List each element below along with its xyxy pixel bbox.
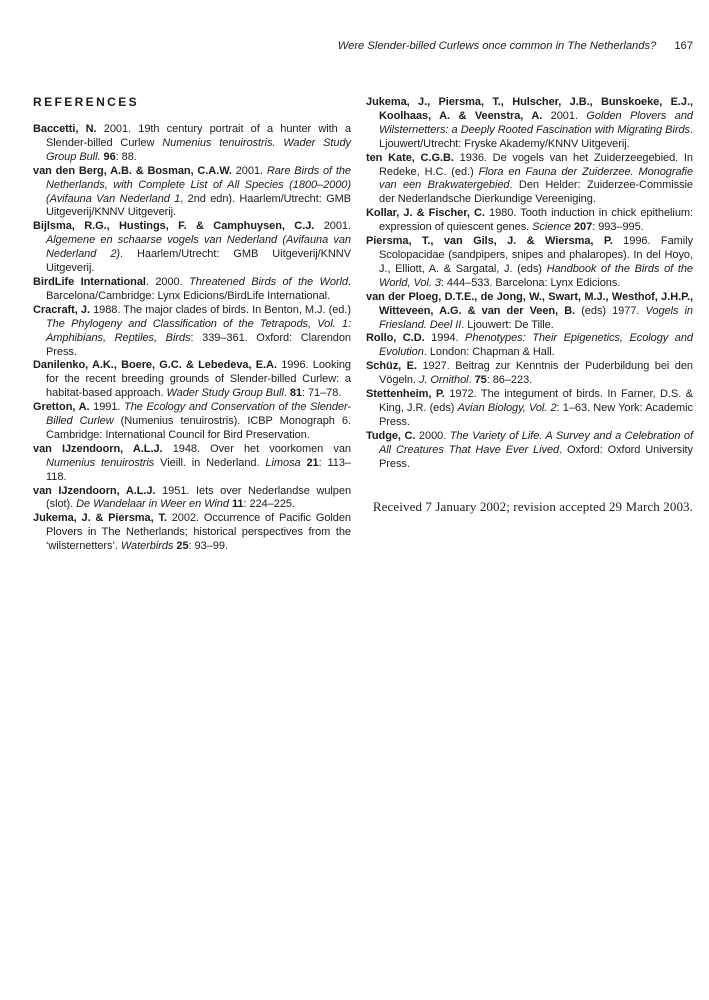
references-column-left <box>33 96 351 554</box>
reference-item: Baccetti, N. 2001. 19th century portrait of a hunter with a Slender-billed Curlew Numenius tenuirostris. Wader Study Group Bull. 96: 88. <box>33 123 352 163</box>
reference-item: Kollar, J. & Fischer, C. 1980. Tooth induction in chick epithelium: expression of quiescent genes. Science 207: 993–995. <box>366 207 694 234</box>
reference-item: van IJzendoorn, A.L.J. 1951. Iets over Nederlandse wulpen (slot). De Wandelaar in Weer en Wind 11: 224–225. <box>33 484 352 511</box>
running-title: Were Slender-billed Curlews once common in The Netherlands? <box>337 40 657 52</box>
reference-item: Gretton, A. 1991. The Ecology and Conservation of the Slender-Billed Curlew (Numenius tenuirostris). ICBP Monograph 6. Cambridge: International Council for Bird Preservation. <box>33 401 351 441</box>
references-heading: REFERENCES <box>33 95 140 109</box>
reference-item: Schüz, E. 1927. Beitrag zur Kenntnis der Puderbildung bei den Vögeln. J. Ornithol. 75: 86–223. <box>366 360 694 387</box>
reference-item: Bijlsma, R.G., Hustings, F. & Camphuysen, C.J. 2001. Algemene en schaarse vogels van Nederland (Avifauna van Nederland 2). Haarlem/Utrecht: GMB Uitgeverij/KNNV Uitgeverij. <box>33 220 351 275</box>
running-header <box>33 40 693 53</box>
reference-item: Cracraft, J. 1988. The major clades of birds. In Benton, M.J. (ed.) The Phylogeny and Classification of the Tetrapods, Vol. 1: Amphibians, Reptiles, Birds: 339–361. Oxford: Clarendon Press. <box>33 303 352 358</box>
page-number: 167 <box>674 40 693 52</box>
reference-item: Rollo, C.D. 1994. Phenotypes: Their Epigenetics, Ecology and Evolution. London: Chapman & Hall. <box>366 332 693 359</box>
reference-item: van der Ploeg, D.T.E., de Jong, W., Swart, M.J., Westhof, J.H.P., Witteveen, A.G. & van der Veen, B. (eds) 1977. Vogels in Friesland. Deel II. Ljouwert: De Tille. <box>366 290 693 331</box>
reference-item: Jukema, J. & Piersma, T. 2002. Occurrence of Pacific Golden Plovers in The Netherlands; historical perspectives from the ‘wilsternetters’. Waterbirds 25: 93–99. <box>33 512 351 553</box>
reference-item: Piersma, T., van Gils, J. & Wiersma, P. 1996. Family Scolopacidae (sandpipers, snipes and phalaropes). In del Hoyo, J., Elliott, A. & Sargatal, J. (eds) Handbook of the Birds of the World, Vol. 3: 444–533. Barcelona: Lynx Edicions. <box>366 235 693 289</box>
reference-item: Tudge, C. 2000. The Variety of Life. A Survey and a Celebration of All Creatures That Have Ever Lived. Oxford: Oxford University Press. <box>366 429 694 470</box>
reference-item: Danilenko, A.K., Boere, G.C. & Lebedeva, E.A. 1996. Looking for the recent breeding grounds of Slender-billed Curlew: a habitat-based approach. Wader Study Group Bull. 81: 71–78. <box>33 359 351 400</box>
reference-item: Jukema, J., Piersma, T., Hulscher, J.B., Bunskoeke, E.J., Koolhaas, A. & Veenstra, A. 2001. Golden Plovers and Wilsternetters: a Deeply Rooted Fascination with Migrating Birds. Ljouwert/Utrecht: Fryske Akademy/KNNV Uitgeverij. <box>366 96 693 150</box>
reference-item: BirdLife International. 2000. Threatened Birds of the World. Barcelona/Cambridge: Lynx Edicions/BirdLife International. <box>33 275 352 302</box>
reference-item: ten Kate, C.G.B. 1936. De vogels van het Zuiderzeegebied. In Redeke, H.C. (ed.) Flora en Fauna der Zuiderzee. Monografie van een Brakwatergebied. Den Helder: Zuiderzee-Commissie der Nederlandsche Dierkundige Vereeniging. <box>366 151 694 206</box>
references-column-right <box>366 96 693 528</box>
reference-item: Stettenheim, P. 1972. The integument of birds. In Farner, D.S. & King, J.R. (eds) Avian Biology, Vol. 2: 1–63. New York: Academic Press. <box>366 388 694 428</box>
reference-item: van den Berg, A.B. & Bosman, C.A.W. 2001. Rare Birds of the Netherlands, with Complete List of All Species (1800–2000) (Avifauna Van Nederland 1, 2nd edn). Haarlem/Utrecht: GMB Uitgeverij/KNNV Uitgeverij. <box>33 164 352 219</box>
reference-item: van IJzendoorn, A.L.J. 1948. Over het voorkomen van Numenius tenuirostris Vieill. in Nederland. Limosa 21: 113–118. <box>33 442 352 483</box>
received-revision-note: Received 7 January 2002; revision accepted 29 March 2003. <box>372 499 693 515</box>
